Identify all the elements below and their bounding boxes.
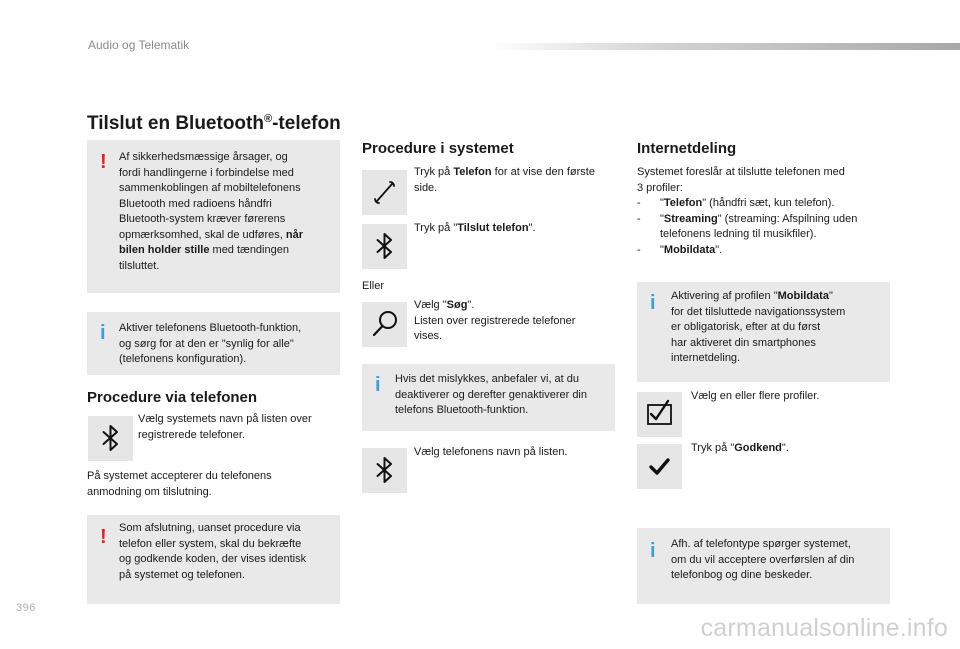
or-label: Eller (362, 280, 385, 292)
watermark[interactable]: carmanualsonline.info (700, 614, 948, 642)
info-box-phonebook (637, 528, 890, 604)
checklist-icon-tile (637, 392, 682, 437)
page-number: 396 (16, 602, 36, 614)
system-step-connect-phone: Tryk på "Tilslut telefon". (414, 222, 536, 234)
sharing-step-select-profiles: Vælg en eller flere profiler. (691, 390, 820, 402)
header-title: Audio og Telematik (88, 38, 190, 52)
checklist-icon (637, 392, 682, 437)
sharing-intro-text: Systemet foreslår at tilslutte telefonen med 3 profiler: (637, 166, 845, 194)
sharing-step-approve: Tryk på "Godkend". (691, 442, 789, 454)
system-step-search: Vælg "Søg". Listen over registrerede telefoner vises. (414, 299, 576, 342)
info-failure-text: Hvis det mislykkes, anbefaler vi, at du deaktiverer og derefter genaktiverer din telefons Bluetooth-funktion. (395, 373, 587, 416)
info-phonebook-text: Afh. af telefontype spørger systemet, om du vil acceptere overførslen af din telefonbog og dine beskeder. (671, 538, 855, 581)
phone-step-select-system: Vælg systemets navn på listen over registrerede telefoner. (138, 413, 312, 441)
checkmark-icon (637, 444, 682, 489)
info-box-activate-bluetooth (87, 312, 340, 375)
phone-icon-tile (362, 170, 407, 215)
bluetooth-icon-tile (88, 416, 133, 461)
bluetooth-icon (362, 224, 407, 269)
bluetooth-icon-tile (362, 448, 407, 493)
search-icon-tile (362, 302, 407, 347)
section-title-internet-sharing: Internetdeling (637, 140, 737, 157)
section-title-phone-procedure: Procedure via telefonen (87, 389, 258, 406)
profile-item-streaming: - "Streaming" (streaming: Afspilning uden telefonens ledning til musikfiler). (637, 212, 858, 240)
accept-request-text: På systemet accepterer du telefonens anmodning om tilslutning. (87, 470, 272, 498)
header-bar (490, 43, 960, 50)
profile-list (637, 196, 897, 258)
section-title-system-procedure: Procedure i systemet (362, 140, 514, 157)
profile-item-phone: - "Telefon" (håndfri sæt, kun telefon). (637, 197, 835, 209)
bluetooth-icon-tile (362, 224, 407, 269)
info-mark-icon: i (375, 374, 381, 396)
search-icon (362, 302, 407, 347)
bluetooth-icon (362, 448, 407, 493)
page-title: Tilslut en Bluetooth®-telefon (87, 113, 341, 134)
phone-icon (362, 170, 407, 215)
warning-mark-icon: ! (100, 526, 107, 548)
warning-mark-icon: ! (100, 151, 107, 173)
warning-box-confirm-code (87, 515, 340, 604)
system-step-press-phone: Tryk på Telefon for at vise den første side. (414, 166, 595, 194)
profile-item-mobile-data: - "Mobildata". (637, 243, 723, 256)
warning-safety-text: Af sikkerhedsmæssige årsager, og fordi handlingerne i forbindelse med sammenkoblingen af mobiltelefonens Bluetooth med radioens håndfri Bluetooth-system kræver førerens opmærksomhed, skal de udføres, når bilen holder stille med tændingen tilsluttet. (119, 151, 304, 272)
info-activate-text: Aktiver telefonens Bluetooth-funktion, og sørg for at den er "synlig for alle" (telefonens konfiguration). (119, 322, 302, 365)
bluetooth-icon (88, 416, 133, 461)
info-mark-icon: i (650, 292, 656, 314)
warning-confirm-text: Som afslutning, uanset procedure via telefon eller system, skal du bekræfte og godkende koden, der vises identisk på systemet og telefonen. (119, 522, 307, 581)
checkmark-icon-tile (637, 444, 682, 489)
info-box-failure (362, 364, 615, 431)
info-mark-icon: i (650, 540, 656, 562)
info-box-mobile-data (637, 282, 890, 382)
warning-box-safety (87, 140, 340, 293)
info-mark-icon: i (100, 322, 106, 344)
system-step-select-phone: Vælg telefonens navn på listen. (414, 446, 568, 458)
info-mobile-data-text: Aktivering af profilen "Mobildata" for det tilsluttede navigationssystem er obligatorisk, efter at du først har aktiveret din smartphones internetdeling. (671, 290, 846, 364)
